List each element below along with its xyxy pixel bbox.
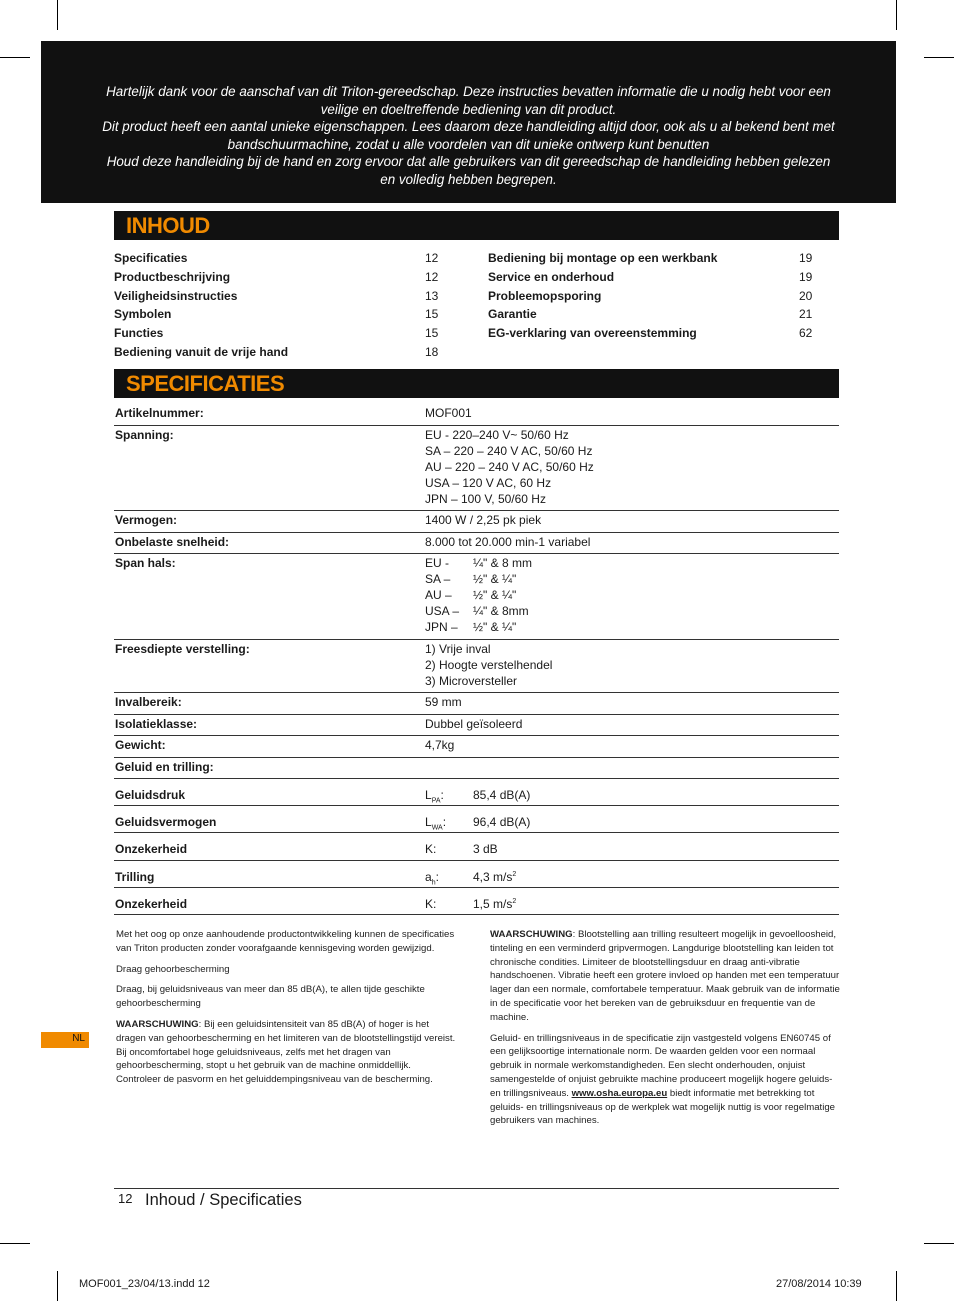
toc-row xyxy=(488,249,818,268)
spec-value xyxy=(425,427,594,507)
value-text: 1,5 m/s xyxy=(473,896,513,911)
toc-row xyxy=(114,343,444,362)
specs-title: SPECIFICATIES xyxy=(126,371,285,396)
spec-value-line: USA – 120 V AC, 60 Hz xyxy=(425,475,552,490)
toc-header xyxy=(114,211,839,240)
toc-label: EG-verklaring van overeenstemming xyxy=(488,326,697,341)
toc-label: Probleemopsporing xyxy=(488,288,602,303)
spec-key: Onzekerheid xyxy=(115,896,188,911)
spec-value-line: SA – 220 – 240 V AC, 50/60 Hz xyxy=(425,443,593,458)
spec-value-line: 4,7kg xyxy=(425,738,455,752)
standards-note xyxy=(490,1032,842,1129)
spec-value-line: 8.000 tot 20.000 min-1 variabel xyxy=(425,534,591,549)
spec-key: Freesdiepte verstelling: xyxy=(115,641,250,656)
spec-key: Trilling xyxy=(115,869,155,884)
specs-header xyxy=(114,369,839,398)
toc-right-column xyxy=(488,249,818,343)
symbol-main: a xyxy=(425,869,432,884)
spec-sound-value xyxy=(473,870,516,884)
spec-key: Geluidsdruk xyxy=(115,788,186,802)
spec-key: Geluid en trilling: xyxy=(115,759,214,774)
note-text: : Bij een geluidsintensiteit van 85 dB(A) of hoger is het dragen van gehoorbescherming en het limiteren van de blootstellingstijd vereist. Bij oncomfortabel hoge geluidsniveaus, zelfs met het dragen van gehoorbescherming, stopt u het gebruik van de machine onmiddellijk. Controleer de pasvorm en het geluiddempingsniveau van de bescherming. xyxy=(116,1018,456,1086)
spec-value xyxy=(425,405,472,421)
toc-row xyxy=(488,305,818,324)
toc-title: INHOUD xyxy=(126,213,210,238)
spec-key: Onbelaste snelheid: xyxy=(115,534,230,549)
value-superscript: 2 xyxy=(512,870,517,878)
toc-row xyxy=(488,287,818,306)
spec-sound-value xyxy=(473,788,530,802)
spec-key: Span hals: xyxy=(115,556,176,570)
crop-mark xyxy=(57,1271,58,1301)
toc-page: 20 xyxy=(799,288,813,303)
spec-row xyxy=(114,693,839,715)
toc-row xyxy=(114,287,444,306)
spec-value-line: 2) Hoogte verstelhendel xyxy=(425,657,553,672)
spec-value-line: 59 mm xyxy=(425,695,462,709)
spec-value xyxy=(425,641,552,689)
toc-label: Productbeschrijving xyxy=(114,269,231,284)
toc-page: 15 xyxy=(425,307,439,322)
symbol-subscript: h xyxy=(431,878,436,886)
toc-page: 19 xyxy=(799,269,813,284)
spec-row xyxy=(114,736,839,758)
toc-page: 15 xyxy=(425,326,439,341)
spec-size: ½" & ¼" xyxy=(473,572,517,586)
toc-page: 18 xyxy=(425,344,439,359)
spec-value-line: Dubbel geïsoleerd xyxy=(425,716,523,731)
spec-size: ¼" & 8 mm xyxy=(473,556,532,570)
sound-row xyxy=(114,806,839,833)
spec-region: SA – xyxy=(425,572,451,586)
symbol-main: K: xyxy=(425,896,437,911)
note-paragraph xyxy=(116,928,458,956)
footer-divider xyxy=(114,1188,839,1189)
slug-datetime: 27/08/2014 10:39 xyxy=(776,1278,862,1290)
spec-table xyxy=(114,404,839,915)
spec-key: Artikelnummer: xyxy=(115,406,204,420)
value-superscript: 2 xyxy=(512,897,517,905)
spec-value xyxy=(425,534,590,550)
crop-mark xyxy=(924,57,954,58)
crop-mark xyxy=(896,0,897,30)
toc-label: Specificaties xyxy=(114,251,188,265)
toc-label: Functies xyxy=(114,326,164,341)
spec-sound-value xyxy=(473,897,516,911)
note-paragraph xyxy=(116,1018,458,1087)
spec-value-line: 1400 W / 2,25 pk piek xyxy=(425,513,542,527)
notes-right xyxy=(490,928,842,1135)
sound-row xyxy=(114,833,839,860)
spec-key: Onzekerheid xyxy=(115,842,188,857)
toc-label: Bediening bij montage op een werkbank xyxy=(488,251,718,265)
note-text: Draag, bij geluidsniveaus van meer dan 85 dB(A), te allen tijde geschikte gehoorbescherming xyxy=(116,984,425,1010)
spec-value xyxy=(425,694,462,710)
intro-line: Hartelijk dank voor de aanschaf van dit Triton-gereedschap. Deze instructies bevatten informatie die u nodig hebt voor een veilige en doeltreffende bediening van dit product. xyxy=(106,84,831,117)
toc-page: 21 xyxy=(799,307,813,322)
spec-key: Invalbereik: xyxy=(115,695,182,709)
toc-row xyxy=(114,268,444,287)
sound-row xyxy=(114,779,839,806)
crop-mark xyxy=(0,1243,30,1244)
crop-mark xyxy=(57,0,58,30)
spec-value-line: EU - 220–240 V~ 50/60 Hz xyxy=(425,427,569,442)
vibration-warning xyxy=(490,928,842,1025)
symbol-main: L xyxy=(425,815,432,830)
note-label: WAARSCHUWING xyxy=(116,1018,199,1030)
crop-mark xyxy=(896,1271,897,1301)
spec-size: ½" & ¼" xyxy=(473,588,517,602)
toc-page: 19 xyxy=(799,251,813,265)
spec-value-line: 1) Vrije inval xyxy=(425,641,491,656)
symbol-suffix: : xyxy=(435,869,439,884)
spec-value-line: MOF001 xyxy=(425,406,472,420)
note-paragraph xyxy=(116,983,458,1011)
toc-row xyxy=(114,324,444,343)
standards-text: Geluid- en trillingsniveaus in de specificatie zijn vastgesteld volgens EN60745 of een gelijksoortige internationale norm. De waarden gelden voor een normaal gebruik in normale werkomstandigheden. Een slecht onderhouden, onjuist samengestelde of onjuist gebruikte machine produceert mogelijk hogere geluids- en trillingsniveaus. xyxy=(490,1032,833,1099)
spec-symbol xyxy=(425,788,444,804)
toc-row xyxy=(114,305,444,324)
intro-line: Houd deze handleiding bij de hand en zorg ervoor dat alle gebruikers van dit gereedschap de handleiding hebben gelezen en volledig hebben begrepen. xyxy=(106,154,831,187)
spec-region: USA – xyxy=(425,604,460,618)
symbol-suffix: : xyxy=(442,815,447,830)
spec-size: ½" & ¼" xyxy=(473,620,517,634)
spec-symbol xyxy=(425,842,436,856)
spec-region: EU - xyxy=(425,556,449,570)
spec-value-line: 3) Microversteller xyxy=(425,673,518,688)
spec-row xyxy=(114,715,839,737)
spec-key: Isolatieklasse: xyxy=(115,716,198,731)
toc-label: Veiligheidsinstructies xyxy=(114,288,238,303)
sound-row xyxy=(114,861,839,888)
spec-value-line: AU – 220 – 240 V AC, 50/60 Hz xyxy=(425,459,594,474)
spec-key: Geluidsvermogen xyxy=(115,815,217,830)
spec-row xyxy=(114,404,839,426)
spec-value xyxy=(425,737,454,753)
toc-row xyxy=(114,249,444,268)
toc-left-column xyxy=(114,249,444,362)
value-text: 96,4 dB(A) xyxy=(473,815,531,830)
slug-file: MOF001_23/04/13.indd 12 xyxy=(79,1278,210,1290)
footer-section-title: Inhoud / Specificaties xyxy=(145,1191,302,1209)
toc-page: 12 xyxy=(425,269,439,284)
toc-page: 12 xyxy=(425,251,439,265)
note-text: Met het oog op onze aanhoudende productontwikkeling kunnen de specificaties van Triton producten zonder voorafgaande kennisgeving worden gewijzigd. xyxy=(116,929,455,954)
symbol-suffix: : xyxy=(440,788,444,802)
spec-region: AU – xyxy=(425,588,452,602)
spec-row xyxy=(114,554,839,640)
spec-symbol xyxy=(425,815,446,831)
standards-tail: biedt informatie met betrekking tot geluids- en trillingsniveaus op de werkplek wat mogelijk nuttig is voor regelmatige gebruikers van machines. xyxy=(490,1087,836,1127)
toc-label: Symbolen xyxy=(114,307,172,322)
spec-size: ¼" & 8mm xyxy=(473,604,529,618)
toc-row xyxy=(488,324,818,343)
spec-row xyxy=(114,426,839,512)
spec-key: Spanning: xyxy=(115,427,174,442)
spec-key: Vermogen: xyxy=(115,513,178,527)
spec-value-line: JPN – 100 V, 50/60 Hz xyxy=(425,491,546,506)
value-text: 85,4 dB(A) xyxy=(473,788,531,802)
toc-label: Garantie xyxy=(488,307,537,322)
toc-page: 62 xyxy=(799,326,813,341)
language-tab: NL xyxy=(41,1032,89,1048)
spec-symbol xyxy=(425,897,436,911)
spec-row xyxy=(114,640,839,694)
spec-value xyxy=(425,716,522,732)
symbol-subscript: WA xyxy=(431,824,443,832)
toc-label: Bediening vanuit de vrije hand xyxy=(114,344,289,359)
sound-row xyxy=(114,888,839,915)
value-text: 3 dB xyxy=(473,842,498,857)
spec-symbol xyxy=(425,870,439,886)
crop-mark xyxy=(924,1243,954,1244)
symbol-subscript: PA xyxy=(431,797,441,805)
note-paragraph xyxy=(116,963,458,977)
spec-value xyxy=(425,512,541,528)
value-text: 4,3 m/s xyxy=(473,869,513,884)
spec-key: Gewicht: xyxy=(115,738,166,752)
spec-row xyxy=(114,511,839,533)
crop-mark xyxy=(0,57,30,58)
spec-region: JPN – xyxy=(425,620,458,634)
intro-banner xyxy=(41,41,896,203)
toc-page: 13 xyxy=(425,288,439,303)
toc-label: Service en onderhoud xyxy=(488,269,615,284)
spec-sound-value xyxy=(473,815,530,829)
spec-sound-value xyxy=(473,842,498,856)
spec-row xyxy=(114,758,839,780)
intro-line: Dit product heeft een aantal unieke eigenschappen. Lees daarom deze handleiding altijd door, ook als u al bekend bent met bandschuurmachine, zodat u alle voordelen van dit unieke ontwerp kunt benutten xyxy=(102,119,835,152)
osha-link[interactable]: www.osha.europa.eu xyxy=(571,1087,668,1099)
notes-left xyxy=(116,928,458,1094)
warning-label: WAARSCHUWING xyxy=(490,929,573,940)
symbol-main: L xyxy=(425,788,432,802)
page-number: 12 xyxy=(118,1191,133,1206)
spec-row xyxy=(114,533,839,555)
note-text: Draag gehoorbescherming xyxy=(116,963,230,975)
toc-row xyxy=(488,268,818,287)
warning-text: : Blootstelling aan trilling resulteert mogelijk in gevoelloosheid, tinteling en een verminderd gripvermogen. Langdurige blootstelling kan leiden tot chronische condities. Limiteer de blootstellingsduur en draag anti-vibratie handschoenen. Vibratie heeft een grotere invloed op handen met een temperatuur lager dan een normale, comfortabele temperatuur. Maak gebruik van de informatie in de specificatie voor het bereken van de gebruiksduur en frequentie van de machine. xyxy=(490,929,840,1023)
symbol-main: K: xyxy=(425,842,437,857)
